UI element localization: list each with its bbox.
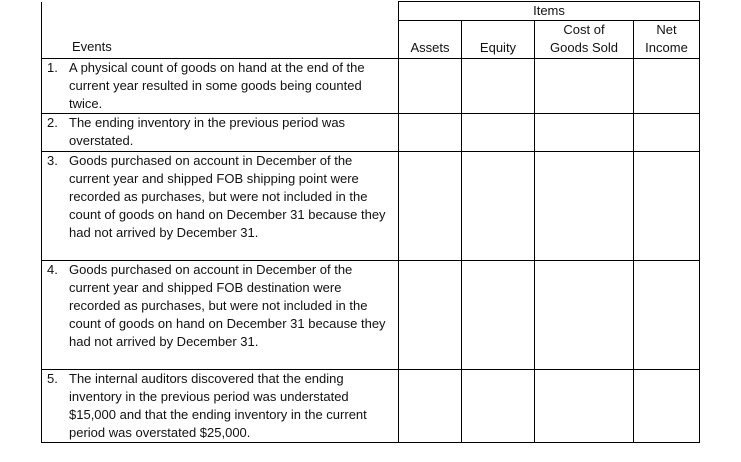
- net-income-cell[interactable]: [634, 261, 700, 370]
- cogs-cell[interactable]: [535, 152, 634, 261]
- event-cell: [42, 114, 399, 152]
- assets-cell[interactable]: [399, 261, 462, 370]
- cogs-cell[interactable]: [535, 370, 634, 443]
- table-row: [42, 261, 700, 370]
- event-cell: [42, 370, 399, 443]
- event-number: 4.: [47, 262, 58, 277]
- table-row: [42, 152, 700, 261]
- col-header-equity: Equity: [462, 21, 535, 59]
- cogs-cell[interactable]: [535, 59, 634, 114]
- table-row: [42, 370, 700, 443]
- event-cell: [42, 261, 399, 370]
- equity-cell[interactable]: [462, 114, 535, 152]
- event-cell: [42, 59, 399, 114]
- events-header-cell: [42, 2, 399, 59]
- equity-cell[interactable]: [462, 261, 535, 370]
- event-number: 2.: [47, 115, 58, 130]
- event-text: A physical count of goods on hand at the end of the current year resulted in some goods being counted twice.: [69, 60, 365, 111]
- assets-cell[interactable]: [399, 114, 462, 152]
- equity-cell[interactable]: [462, 370, 535, 443]
- table-row: [42, 114, 700, 152]
- col-header-cogs: Cost of Goods Sold: [535, 21, 634, 59]
- assets-cell[interactable]: [399, 370, 462, 443]
- equity-cell[interactable]: [462, 152, 535, 261]
- net-income-cell[interactable]: [634, 114, 700, 152]
- net-income-cell[interactable]: [634, 370, 700, 443]
- col-header-assets: Assets: [399, 21, 462, 59]
- events-header: Events: [72, 39, 112, 54]
- event-cell: [42, 152, 399, 261]
- event-text: Goods purchased on account in December of the current year and shipped FOB destination were recorded as purchases, but were not included in the count of goods on hand on December 31 because they had not arrived by December 31.: [69, 262, 386, 349]
- assets-cell[interactable]: [399, 59, 462, 114]
- col-header-net-income: Net Income: [634, 21, 700, 59]
- net-income-cell[interactable]: [634, 59, 700, 114]
- cogs-cell[interactable]: [535, 261, 634, 370]
- equity-cell[interactable]: [462, 59, 535, 114]
- event-text: The ending inventory in the previous period was overstated.: [69, 115, 346, 148]
- event-number: 3.: [47, 153, 58, 168]
- cogs-cell[interactable]: [535, 114, 634, 152]
- event-text: Goods purchased on account in December of the current year and shipped FOB shipping point were recorded as purchases, but were not included in the count of goods on hand on December 31 because they had not arrived by December 31.: [69, 153, 386, 240]
- event-text: The internal auditors discovered that the ending inventory in the previous period was understated $15,000 and that the ending inventory in the current period was overstated $25,000.: [69, 371, 367, 440]
- table-row: [42, 59, 700, 114]
- event-number: 1.: [47, 60, 58, 75]
- event-number: 5.: [47, 371, 58, 386]
- assets-cell[interactable]: [399, 152, 462, 261]
- inventory-errors-table: [41, 1, 700, 443]
- items-header: Items: [399, 2, 700, 21]
- net-income-cell[interactable]: [634, 152, 700, 261]
